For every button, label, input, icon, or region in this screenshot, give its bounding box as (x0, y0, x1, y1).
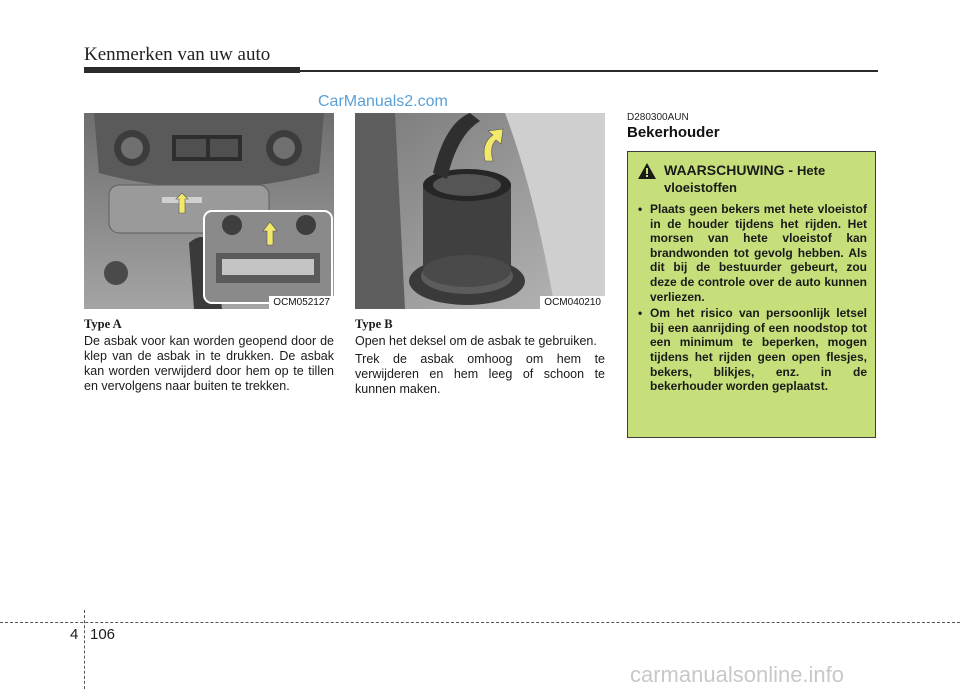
type-a-column (84, 317, 334, 397)
ashtray-type-a-illustration (84, 113, 334, 309)
section-title: Bekerhouder (627, 124, 720, 141)
ashtray-photo-type-a (84, 113, 334, 309)
footer-rule (0, 622, 960, 623)
type-b-paragraph-2: Trek de asbak omhoog om hem te verwijderen en hem leeg of schoon te kunnen maken. (355, 352, 605, 396)
image-caption-a: OCM052127 (269, 296, 334, 309)
section-code: D280300AUN (627, 112, 689, 123)
warning-box (627, 151, 876, 438)
header-rule-thick (84, 67, 300, 73)
type-a-text: De asbak voor kan worden geopend door de klep van de asbak in te drukken. De asbak kan worden verwijderd door hem op te tillen en vervolgens naar buiten te trekken. (84, 334, 334, 393)
image-caption-b: OCM040210 (540, 296, 605, 309)
warning-header (638, 162, 867, 196)
warning-triangle-icon (638, 163, 656, 179)
warning-bullet-1: • Plaats geen bekers met hete vloeistof in de houder tijdens het rijden. Het morsen van hete vloeistof kan brandwonden tot gevolg hebben. Als dit bij de bestuurder gebeurt, zou deze de controle over de auto kunnen verliezen. (638, 202, 867, 304)
header-rule-thin (300, 70, 878, 72)
ashtray-photo-type-b (355, 113, 605, 309)
type-a-heading: Type A (84, 317, 122, 331)
footer-divider (84, 610, 85, 689)
type-b-paragraph-1: Open het deksel om de asbak te gebruiken. (355, 334, 597, 348)
warning-subtitle: Hete vloeistoffen (664, 163, 826, 195)
watermark-top[interactable]: CarManuals2.com (318, 93, 448, 110)
page-number: 106 (90, 626, 116, 643)
type-b-column (355, 317, 605, 400)
type-b-heading: Type B (355, 317, 393, 331)
warning-label: WAARSCHUWING - (664, 162, 797, 178)
header-title: Kenmerken van uw auto (84, 44, 271, 65)
warning-title (664, 162, 867, 196)
watermark-bottom[interactable]: carmanualsonline.info (630, 662, 845, 687)
warning-bullet-2: • Om het risico van persoonlijk letsel bij een aanrijding of een noodstop tot een minimum te beperken, mogen tijdens het rijden geen open flesjes, bekers, blikjes, enz. in de bekerhouder worden geplaatst. (638, 306, 867, 394)
warning-list (638, 202, 867, 394)
chapter-number: 4 (70, 626, 79, 643)
ashtray-type-b-illustration (355, 113, 605, 309)
